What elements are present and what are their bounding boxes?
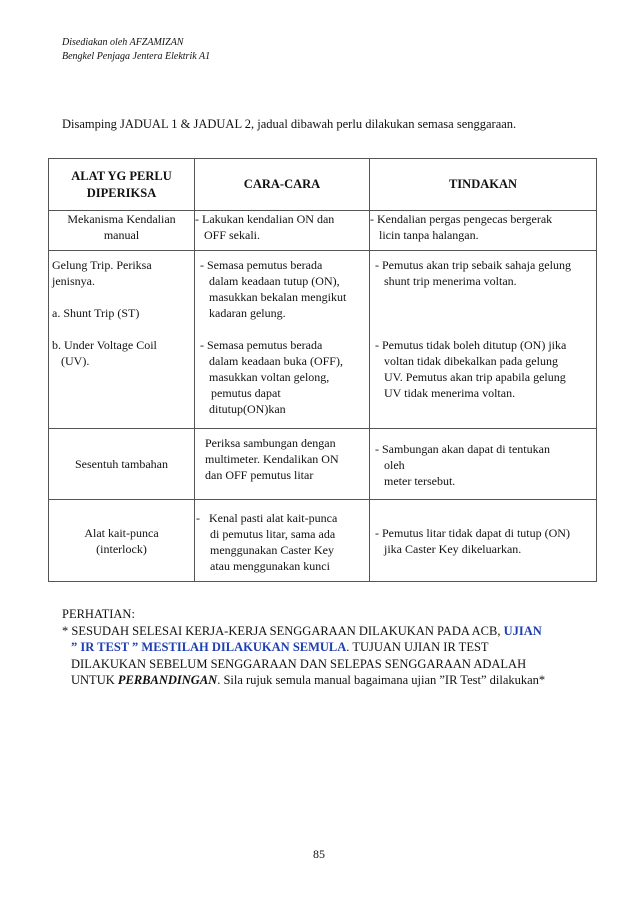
cell-line: jika Caster Key dikeluarkan. <box>384 541 522 556</box>
maintenance-table <box>48 158 597 582</box>
cell-line: - Semasa pemutus berada <box>200 258 323 272</box>
header-author: Disediakan oleh AFZAMIZAN <box>62 37 184 48</box>
cell-line: masukkan voltan gelong, <box>209 370 330 384</box>
notes-text: . Sila rujuk semula manual bagaimana ujian ”IR Test” dilakukan* <box>217 673 546 687</box>
cell-line: - Semasa pemutus berada <box>200 338 323 352</box>
table-row <box>49 500 597 582</box>
notes-line-3: DILAKUKAN SEBELUM SENGGARAAN DAN SELEPAS SENGGARAAN ADALAH <box>71 656 527 671</box>
cell-line: UV. Pemutus akan trip apabila gelung <box>384 370 566 384</box>
cell-line: - Lakukan kendalian ON dan <box>195 212 335 226</box>
cell-line: jenisnya. <box>52 274 95 288</box>
notes-line-2 <box>62 639 545 656</box>
row3-action <box>370 429 597 500</box>
cell-line: voltan tidak dibekalkan pada gelung <box>384 354 558 368</box>
notes-emphasis: ” IR TEST ” MESTILAH DILAKUKAN SEMULA <box>71 640 347 654</box>
header-col-equipment <box>49 159 195 211</box>
notes-text: UNTUK <box>71 673 118 687</box>
row3-method <box>195 429 370 500</box>
cell-line: Mekanisma Kendalian <box>67 212 176 226</box>
row4-action <box>370 500 597 582</box>
page-header <box>62 36 210 64</box>
row1-method <box>195 211 370 251</box>
header-col-equipment-line2: DIPERIKSA <box>86 185 157 200</box>
table-row <box>49 429 597 500</box>
table-row <box>49 251 597 429</box>
cell-line: b. Under Voltage Coil <box>52 338 157 352</box>
cell-line: ditutup(ON)kan <box>209 402 286 416</box>
cell-line: Gelung Trip. Periksa <box>52 258 152 272</box>
cell-line: oleh <box>384 458 405 472</box>
notes-line-4 <box>62 672 545 689</box>
cell-line: - Kenal pasti alat kait-punca <box>196 511 338 525</box>
row2-method <box>195 251 370 429</box>
cell-line: Periksa sambungan dengan <box>205 436 336 450</box>
cell-line: (interlock) <box>96 541 147 556</box>
notes-text: * SESUDAH SELESAI KERJA-KERJA SENGGARAAN DILAKUKAN PADA ACB, <box>62 623 501 638</box>
notes-text: . TUJUAN UJIAN IR TEST <box>346 640 489 654</box>
notes-title: PERHATIAN: <box>62 607 135 621</box>
cell-line: multimeter. Kendalikan ON <box>205 452 339 466</box>
row2-action <box>370 251 597 429</box>
header-col-action: TINDAKAN <box>370 159 597 211</box>
cell-line: dalam keadaan buka (OFF), <box>209 354 343 368</box>
cell-line: (UV). <box>61 354 90 368</box>
header-workshop: Bengkel Penjaga Jentera Elektrik A1 <box>62 51 211 62</box>
cell-line: kadaran gelung. <box>209 306 286 320</box>
cell-line: dalam keadaan tutup (ON), <box>209 274 340 288</box>
cell-line: licin tanpa halangan. <box>379 228 479 242</box>
row4-method <box>195 500 370 582</box>
page-number: 85 <box>313 847 325 861</box>
cell-line: - Pemutus akan trip sebaik sahaja gelung <box>375 258 571 272</box>
table-header-row <box>49 159 597 211</box>
cell-line: masukkan bekalan mengikut <box>209 290 347 304</box>
table-row <box>49 211 597 251</box>
cell-line: di pemutus litar, sama ada <box>210 527 336 541</box>
cell-line: atau menggunakan kunci <box>210 559 330 573</box>
cell-line: menggunakan Caster Key <box>210 543 334 557</box>
row1-equipment <box>49 211 195 251</box>
notes-emphasis: UJIAN <box>500 623 542 638</box>
cell-line: - Pemutus litar tidak dapat di tutup (ON) <box>375 525 570 540</box>
row3-equipment: Sesentuh tambahan <box>49 429 195 500</box>
row1-action <box>370 211 597 251</box>
cell-line: - Kendalian pergas pengecas bergerak <box>370 212 553 226</box>
row4-equipment <box>49 500 195 582</box>
cell-line: - Pemutus tidak boleh ditutup (ON) jika <box>375 338 567 352</box>
row2-equipment <box>49 251 195 429</box>
cell-line: Alat kait-punca <box>84 525 159 540</box>
cell-line: UV tidak menerima voltan. <box>384 386 516 400</box>
notes-line-1 <box>62 623 545 640</box>
header-col-equipment-line1: ALAT YG PERLU <box>71 168 172 183</box>
cell-line: manual <box>103 228 140 242</box>
cell-line: OFF sekali. <box>204 228 261 242</box>
cell-line: dan OFF pemutus litar <box>205 468 314 482</box>
cell-line: shunt trip menerima voltan. <box>384 274 517 288</box>
attention-notes <box>62 606 545 689</box>
intro-text: Disamping JADUAL 1 & JADUAL 2, jadual dibawah perlu dilakukan semasa senggaraan. <box>62 117 517 131</box>
cell-line: - Sambungan akan dapat di tentukan <box>375 442 550 456</box>
cell-line: pemutus dapat <box>211 386 281 400</box>
header-col-method: CARA-CARA <box>195 159 370 211</box>
cell-line: a. Shunt Trip (ST) <box>52 306 140 320</box>
notes-bold-word: PERBANDINGAN <box>117 673 218 687</box>
cell-line: meter tersebut. <box>384 474 456 488</box>
